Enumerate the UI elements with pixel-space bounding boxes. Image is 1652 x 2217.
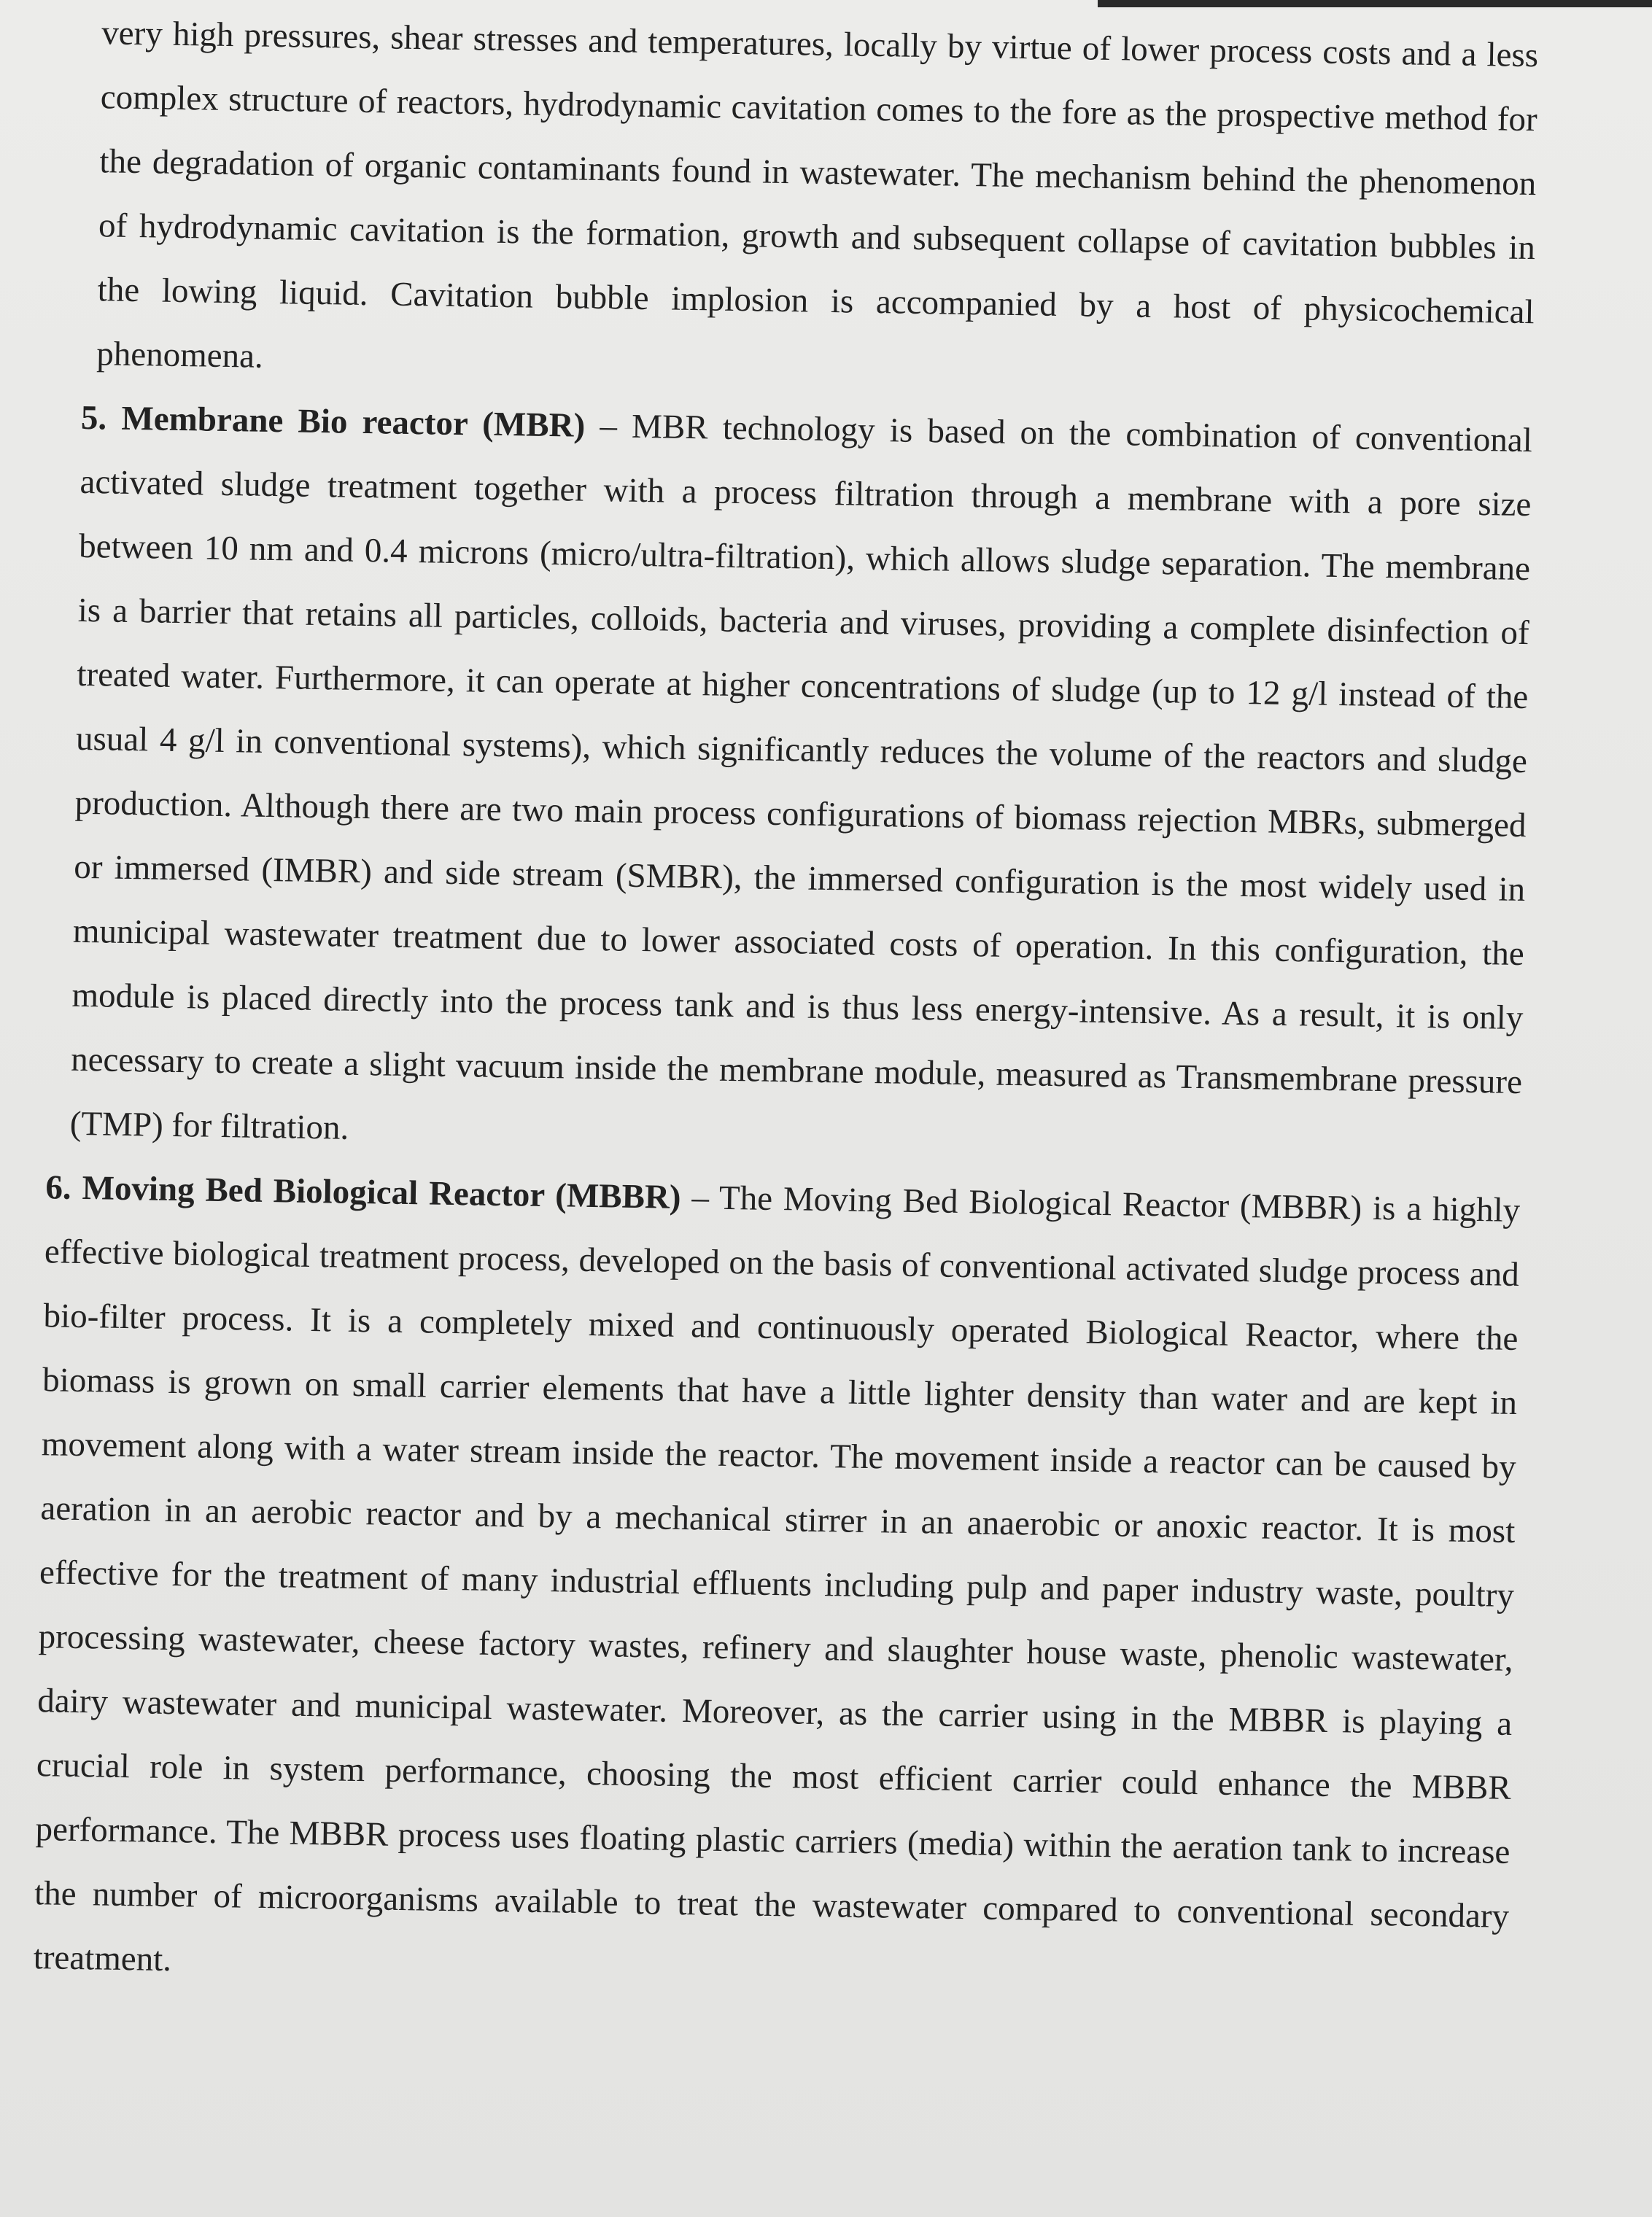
section-mbbr-heading: 6. Moving Bed Biological Reactor (MBBR): [45, 1168, 681, 1216]
section-mbr: [26, 385, 1532, 1179]
section-mbr-heading: 5. Membrane Bio reactor (MBR): [80, 398, 586, 445]
section-mbr-dash: –: [584, 406, 632, 446]
section-mbr-body: MBR technology is based on the combination of conventional activated sludge treatment together with a process filtration through a membrane with a pore size between 10 nm and 0.4 microns (micro/ultra-filtration), which allows sludge separation. The membrane is a barrier that retains all particles, colloids, bacteria and viruses, providing a complete disinfection of treated water. Furthermore, it can operate at higher concentrations of sludge (up to 12 g/l instead of the usual 4 g/l in conventional systems), which significantly reduces the volume of the reactors and sludge production. Although there are two main process configurations of biomass rejection MBRs, submerged or immersed (IMBR) and side stream (SMBR), the immersed configuration is the most widely used in municipal wastewater treatment due to lower associated costs of operation. In this configuration, the module is placed directly into the process tank and is thus less energy-intensive. As a result, it is only necessary to create a slight vacuum inside the membrane module, measured as Transmembrane pressure (TMP) for filtration.: [69, 407, 1533, 1147]
section-mbbr-dash: –: [680, 1178, 720, 1217]
section-mbbr-body: The Moving Bed Biological Reactor (MBBR) is a highly effective biological treatment process, developed on the basis of conventional activated sludge process and bio-filter process. It is a completely mixed and continuously operated Biological Reactor, where the biomass is grown on small carrier elements that have a little lighter density than water and are kept in movement along with a water stream inside the reactor. The movement inside a reactor can be caused by aeration in an aerobic reactor and by a mechanical stirrer in an anaerobic or anoxic reactor. It is most effective for the treatment of many industrial effluents including pulp and paper industry waste, poultry processing wastewater, cheese factory wastes, refinery and slaughter house waste, phenolic wastewater, dairy wastewater and municipal wastewater. Moreover, as the carrier using in the MBBR is playing a crucial role in system performance, choosing the most efficient carrier could enhance the MBBR performance. The MBBR process uses floating plastic carriers (media) within the aeration tank to increase the number of microorganisms available to treat the wastewater compared to conventional secondary treatment.: [33, 1179, 1521, 1979]
intro-paragraph: very high pressures, shear stresses and temperatures, locally by virtue of lower process costs and a less complex structure of reactors, hydrodynamic cavitation comes to the fore as the prospective method for the degradation of organic contaminants found in wastewater. The mechanism behind the phenomenon of hydrodynamic cavitation is the formation, growth and subsequent collapse of cavitation bubbles in the lowing liquid. Cavitation bubble implosion is accompanied by a host of physicochemical phenomena.: [96, 14, 1539, 376]
section-mbbr: [12, 1155, 1521, 2013]
top-rule: [1098, 0, 1652, 7]
document-text: [12, 0, 1539, 2013]
